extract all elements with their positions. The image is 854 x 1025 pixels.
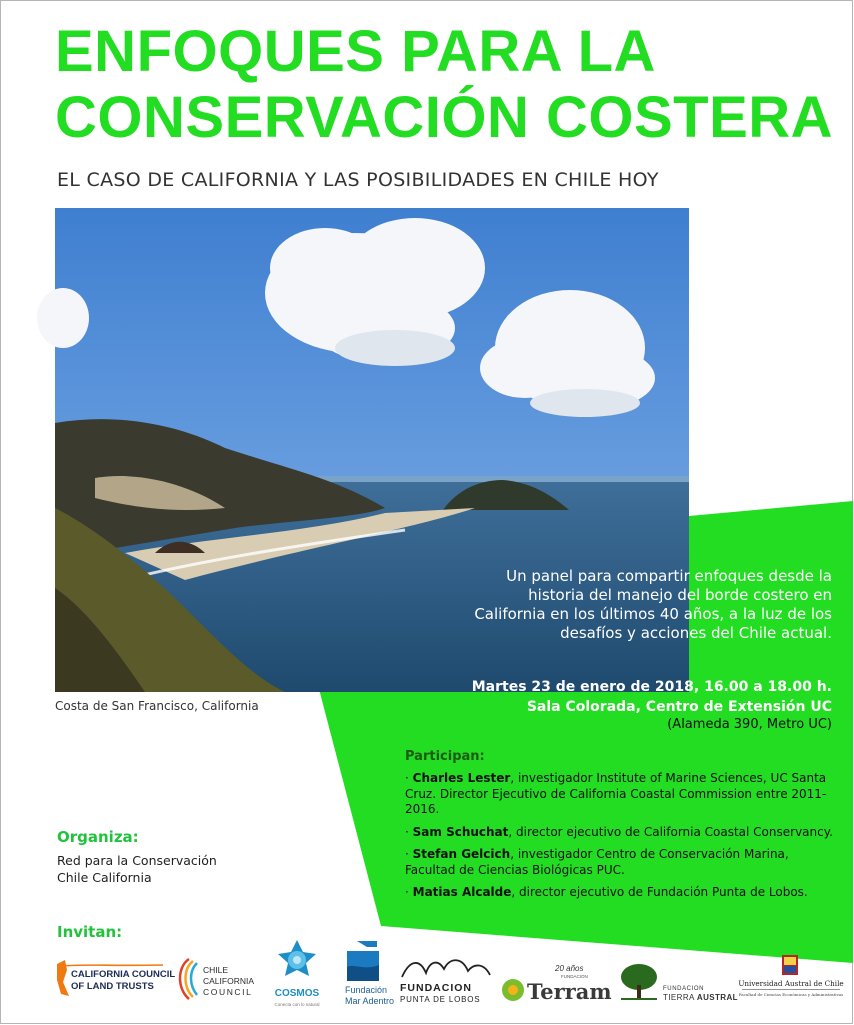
fpl-line-1: FUNDACION xyxy=(400,982,472,994)
participant-name: Charles Lester xyxy=(412,771,511,785)
fma-line-1: Fundación xyxy=(345,985,388,995)
page-title xyxy=(55,19,833,151)
logo-fundacion-mar-adentro xyxy=(341,937,397,1013)
invite-heading: Invitan: xyxy=(57,923,123,941)
list-item: · Matias Alcalde, director ejecutivo de Fundación Punta de Lobos. xyxy=(405,885,808,899)
participants-list xyxy=(405,771,835,908)
event-when xyxy=(472,677,832,717)
ccc-line-2: CALIFORNIA xyxy=(203,976,255,986)
logo-universidad-austral-de-chile xyxy=(736,953,848,1005)
organizer-name-line: Chile California xyxy=(57,870,152,885)
terram-fundacion: FUNDACION xyxy=(561,974,588,979)
waves-icon xyxy=(402,960,490,977)
terram-name: Terram xyxy=(527,979,612,1004)
logo-cosmos xyxy=(269,936,325,1012)
uach-line-2: Facultad de Ciencias Económicas y Administrativas xyxy=(738,992,844,997)
organizer-heading: Organiza: xyxy=(57,828,139,846)
participant-name: Matias Alcalde xyxy=(412,885,512,899)
cclt-line-1: CALIFORNIA COUNCIL xyxy=(71,969,176,980)
event-intro-line: historia del manejo del borde costero en xyxy=(528,586,832,604)
terram-years: 20 años xyxy=(555,964,584,973)
event-intro-line: desafíos y acciones del Chile actual. xyxy=(560,624,832,642)
logo-fundacion-punta-de-lobos xyxy=(398,953,494,1005)
list-item: · Charles Lester, investigador Institute of Marine Sciences, UC Santa Cruz. Director Ejecutivo de California Coastal Commission entre 2011-2016. xyxy=(405,771,827,816)
participant-name: Stefan Gelcich xyxy=(412,847,511,861)
fma-line-2: Mar Adentro xyxy=(345,996,395,1006)
event-venue: Sala Colorada, Centro de Extensión UC xyxy=(526,699,832,715)
cosmos-flower-icon xyxy=(278,940,316,976)
logo-chile-california-council xyxy=(173,955,261,1003)
title-line-2: CONSERVACIÓN COSTERA xyxy=(55,85,834,150)
event-address: (Alameda 390, Metro UC) xyxy=(667,717,832,732)
fta-line-2-b: AUSTRAL xyxy=(696,993,738,1002)
participant-name: Sam Schuchat xyxy=(412,824,509,839)
cosmos-tagline: Conecta con lo natural xyxy=(274,1002,320,1007)
list-item: · Stefan Gelcich, investigador Centro de Conservación Marina, Facultad de Ciencias Biológicas PUC. xyxy=(405,847,789,877)
fta-line-1: FUNDACION xyxy=(663,986,705,992)
ccc-line-3: COUNCIL xyxy=(203,987,253,997)
logo-fundacion-tierra-austral xyxy=(619,961,738,1005)
event-intro-line: Un panel para compartir enfoques desde la xyxy=(506,567,832,585)
fpl-line-2: PUNTA DE LOBOS xyxy=(400,995,481,1004)
cosmos-name: COSMOS xyxy=(274,988,320,999)
participant-desc: , director ejecutivo de California Coastal Conservancy. xyxy=(508,824,833,839)
tree-icon xyxy=(621,964,657,1000)
cclt-line-2: OF LAND TRUSTS xyxy=(71,981,154,992)
logo-terram xyxy=(499,961,611,1005)
title-line-1: ENFOQUES PARA LA xyxy=(55,19,656,84)
ccc-line-1: CHILE xyxy=(203,965,229,975)
fta-line-2-a: TIERRA xyxy=(663,993,697,1002)
fta-line-2 xyxy=(663,993,738,1002)
participants-heading: Participan: xyxy=(405,749,485,764)
list-item: · Sam Schuchat, director ejecutivo de California Coastal Conservancy. xyxy=(405,824,833,839)
participant-desc: , investigador Institute of Marine Sciences, UC Santa Cruz. Director Ejecutivo de California Coastal Commission entre 2011-2016. xyxy=(405,771,827,816)
page-subtitle: EL CASO DE CALIFORNIA Y LAS POSIBILIDADES EN CHILE HOY xyxy=(57,169,659,191)
event-intro xyxy=(402,567,832,643)
uach-line-1: Universidad Austral de Chile xyxy=(738,979,844,988)
photo-caption: Costa de San Francisco, California xyxy=(55,699,259,713)
event-date: Martes 23 de enero de 2018, 16.00 a 18.00 h. xyxy=(471,679,832,695)
participant-desc: , director ejecutivo de Fundación Punta de Lobos. xyxy=(511,885,808,899)
terram-leaf-icon xyxy=(502,979,524,1001)
logo-california-council-land-trusts xyxy=(51,956,176,1000)
crest-icon xyxy=(782,955,798,975)
event-intro-line: California en los últimos 40 años, a la luz de los xyxy=(474,605,832,623)
participant-desc: , investigador Centro de Conservación Marina, Facultad de Ciencias Biológicas PUC. xyxy=(405,847,789,877)
organizer-name-line: Red para la Conservación xyxy=(57,853,217,868)
